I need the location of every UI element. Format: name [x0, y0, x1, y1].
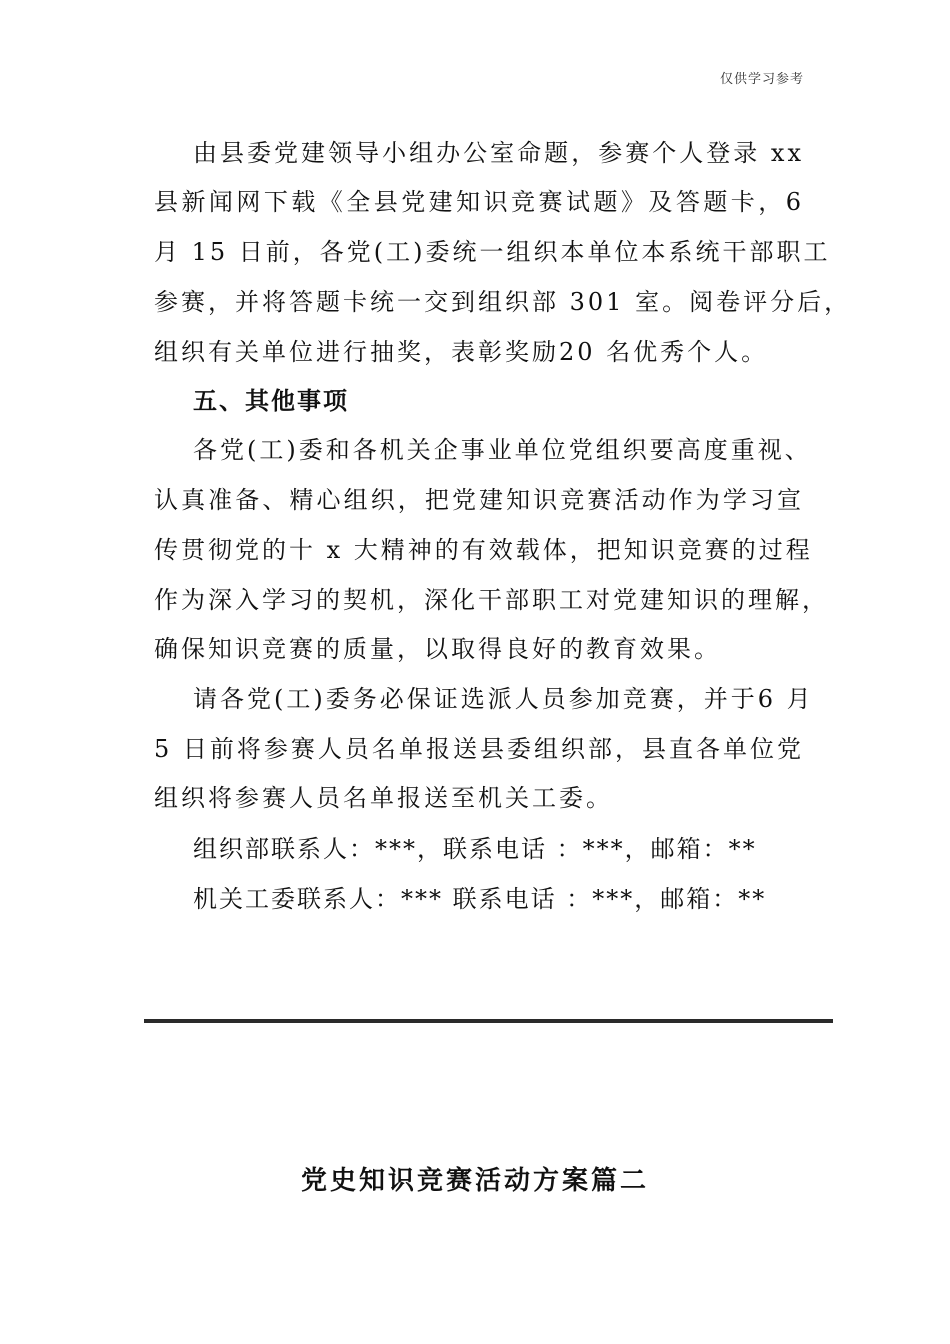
- paragraph-line: 请各党(工)委务必保证选派人员参加竞赛，并于6 月: [193, 685, 814, 713]
- paragraph-line: 县新闻网下载《全县党建知识竞赛试题》及答题卡，6: [154, 188, 804, 216]
- paragraph-line: 由县委党建领导小组办公室命题，参赛个人登录 xx: [193, 139, 804, 167]
- paragraph-line: 各党(工)委和各机关企事业单位党组织要高度重视、: [193, 436, 812, 464]
- paragraph-line: 5 日前将参赛人员名单报送县委组织部，县直各单位党: [154, 735, 804, 763]
- paragraph-line: 组织有关单位进行抽奖，表彰奖励20 名优秀个人。: [154, 338, 769, 366]
- paragraph-line: 月 15 日前，各党(工)委统一组织本单位本系统干部职工: [154, 238, 831, 266]
- section-heading: 五、其他事项: [193, 386, 349, 415]
- paragraph-line: 组织将参赛人员名单报送至机关工委。: [154, 784, 613, 812]
- paragraph-line: 确保知识竞赛的质量，以取得良好的教育效果。: [154, 635, 721, 663]
- paragraph-line: 传贯彻党的十 x 大精神的有效载体，把知识竞赛的过程: [154, 536, 813, 564]
- paragraph-line: 认真准备、精心组织，把党建知识竞赛活动作为学习宣: [154, 486, 804, 514]
- contact-line: 机关工委联系人：*** 联系电话 ：***，邮箱：**: [193, 885, 767, 913]
- paragraph-line: 参赛，并将答题卡统一交到组织部 301 室。阅卷评分后，: [154, 288, 852, 316]
- section-divider: [144, 1019, 833, 1023]
- paragraph-line: 作为深入学习的契机，深化干部职工对党建知识的理解，: [154, 586, 829, 614]
- contact-line: 组织部联系人：***，联系电话 ：***，邮箱：**: [193, 835, 757, 863]
- section-title: 党史知识竞赛活动方案篇二: [300, 1166, 649, 1196]
- header-note: 仅供学习参考: [719, 72, 804, 87]
